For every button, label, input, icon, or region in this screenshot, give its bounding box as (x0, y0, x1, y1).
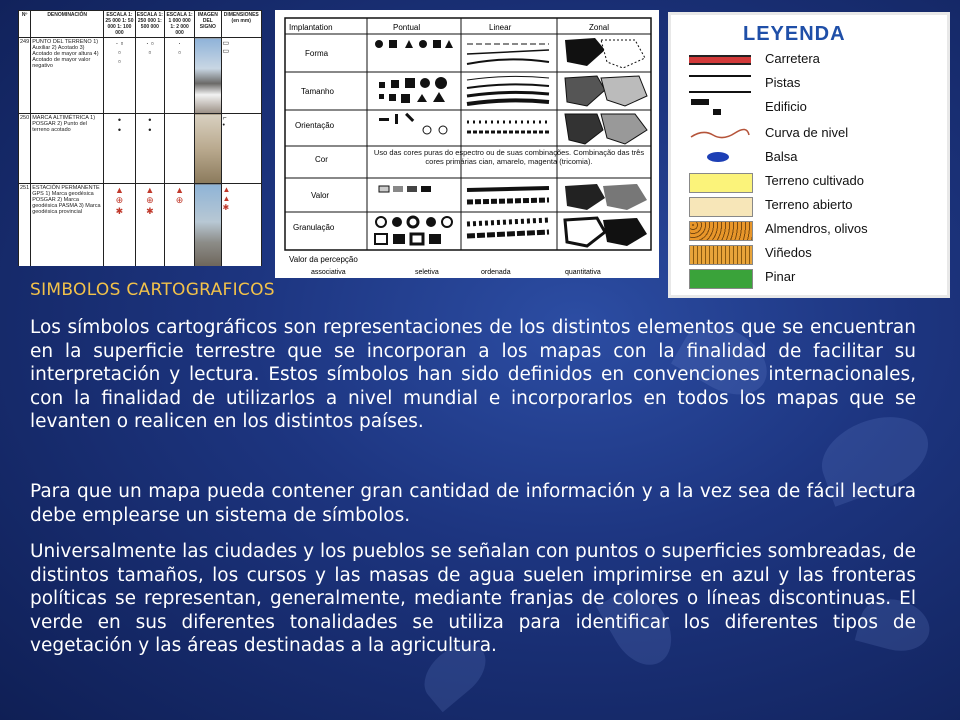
legend-item (681, 171, 941, 193)
table-header: Nº (19, 11, 31, 38)
legend-title: LEYENDA (743, 23, 846, 45)
antenna-photo (195, 184, 221, 267)
table-header: ESCALA 1: 1 000 000 1: 2 000 000 (166, 12, 193, 36)
open-land-swatch (689, 197, 753, 217)
table-header: DENOMINACIÓN (31, 11, 104, 38)
pine-forest-swatch (689, 269, 753, 289)
header-zonal: Zonal (589, 23, 610, 32)
legend-item (681, 195, 941, 217)
paragraph-conventions: Universalmente las ciudades y los pueblos se señalan con puntos o superficies sombreadas, de distintos tamaños, los cursos y las masas de agua suelen imprimirse en azul y las fronteras políticas se representan, generalmente, mediante franjas de colores o líneas discontinuas. El verde en sus diferentes tonalidades se utiliza para identificar los diferentes tipos de vegetación y las áreas destinadas a la agricultura. (30, 541, 916, 656)
table-header: ESCALA 1: 250 000 1: 500 000 (135, 11, 164, 38)
cor-description: Uso das cores puras do espectro ou de suas combinações. Combinação das três cores primárias cian, amarelo, magenta (tricomia). (373, 148, 645, 166)
row-orientacao: Orientação (295, 121, 335, 130)
row-number: 251 (19, 184, 31, 267)
legend-item (681, 147, 941, 169)
table-header: DIMENSIONES (en mm) (221, 11, 261, 38)
row-valor: Valor (311, 191, 330, 200)
dimension-cell: ⌐ • (221, 114, 261, 184)
legend-label: Terreno abierto (765, 197, 853, 212)
row-cor: Cor (315, 155, 328, 164)
road-symbol (689, 55, 751, 65)
pond-symbol (689, 149, 751, 167)
symbol-cell: · ▫ ▫ ▫ (104, 38, 136, 114)
visual-variables-figure (275, 10, 659, 278)
perception-seletiva: seletiva (415, 269, 439, 276)
header-pontual: Pontual (393, 23, 421, 32)
legend-label: Pinar (765, 269, 796, 284)
legend-item (681, 97, 941, 119)
row-granulacao: Granulação (293, 223, 335, 232)
map-legend-figure (668, 12, 950, 298)
legend-label: Almendros, olivos (765, 221, 868, 236)
symbol-cell: • • (135, 114, 164, 184)
row-name: MARCA ALTIMÉTRICA 1) POSGAR 2) Punto del terreno acotado (31, 114, 104, 184)
legend-label: Balsa (765, 149, 798, 164)
contour-line-symbol (689, 125, 751, 143)
symbol-table (18, 10, 262, 266)
perception-label: Valor da percepção (289, 255, 358, 264)
legend-item (681, 73, 941, 95)
perception-ordenada: ordenada (481, 269, 511, 276)
vineyard-swatch (689, 245, 753, 265)
legend-label: Carretera (765, 51, 820, 66)
legend-item (681, 267, 941, 289)
paragraph-definition: Los símbolos cartográficos son representaciones de los distintos elementos que se encuentran en la superficie terrestre que se incorporan a los mapas con la finalidad de facilitar su interpretación y lectura. Estos símbolos han sido definidos en convenciones internacionales, con la finalidad de utilizarlos a nivel mundial e incorporarlos en todos los mapas que se levanten o realicen en los distintos países. (30, 317, 916, 432)
dimension-cell: ▭ ▭ (221, 38, 261, 114)
cultivated-land-swatch (689, 173, 753, 193)
section-heading: SIMBOLOS CARTOGRAFICOS (30, 280, 275, 300)
row-tamanho: Tamanho (301, 87, 334, 96)
legend-item (681, 123, 941, 145)
symbol-cell: ▲ ⊕ (164, 184, 194, 267)
table-header: ESCALA 1: 25 000 1: 50 000 1: 100 000 (105, 12, 134, 36)
legend-label: Edificio (765, 99, 807, 114)
legend-label: Viñedos (765, 245, 812, 260)
legend-label: Pistas (765, 75, 801, 90)
perception-quantitativa: quantitativa (565, 269, 601, 276)
row-forma: Forma (305, 49, 329, 58)
mountain-photo (195, 38, 221, 114)
symbol-cell: · ▫ ▫ (135, 38, 164, 114)
legend-item (681, 49, 941, 71)
row-name: PUNTO DEL TERRENO 1) Auxiliar 2) Acotado 3) Acotado de mayor altura 4) Acotado de mayor valor negativo (31, 38, 104, 114)
table-header: IMAGEN DEL SIGNO (195, 11, 221, 38)
legend-item (681, 243, 941, 265)
header-linear: Linear (489, 23, 512, 32)
row-name: ESTACIÓN PERMANENTE GPS 1) Marca geodésica POSGAR 2) Marca geodésica PASMA 3) Marca geodésica provincial (31, 184, 104, 267)
building-symbol (689, 99, 751, 117)
row-number: 249 (19, 38, 31, 114)
symbol-cell (164, 114, 194, 184)
symbol-cell: · ▫ (164, 38, 194, 114)
dimension-cell: ▲ ▲ ✱ (221, 184, 261, 267)
legend-label: Terreno cultivado (765, 173, 864, 188)
track-symbol (689, 75, 751, 93)
almond-olive-swatch (689, 221, 753, 241)
legend-label: Curva de nivel (765, 125, 849, 140)
perception-associativa: associativa (311, 269, 346, 276)
row-number: 250 (19, 114, 31, 184)
symbol-table-figure (18, 10, 262, 266)
tripod-photo (195, 114, 221, 184)
symbol-cell: • • (104, 114, 136, 184)
symbol-cell: ▲ ⊕ ✱ (135, 184, 164, 267)
visual-variables-diagram (275, 10, 659, 278)
symbol-cell: ▲ ⊕ ✱ (104, 184, 136, 267)
paragraph-system: Para que un mapa pueda contener gran cantidad de información y a la vez sea de fácil lectura debe emplearse un sistema de símbolos. (30, 481, 916, 526)
legend-item (681, 219, 941, 241)
header-implantation: Implantation (289, 23, 333, 32)
